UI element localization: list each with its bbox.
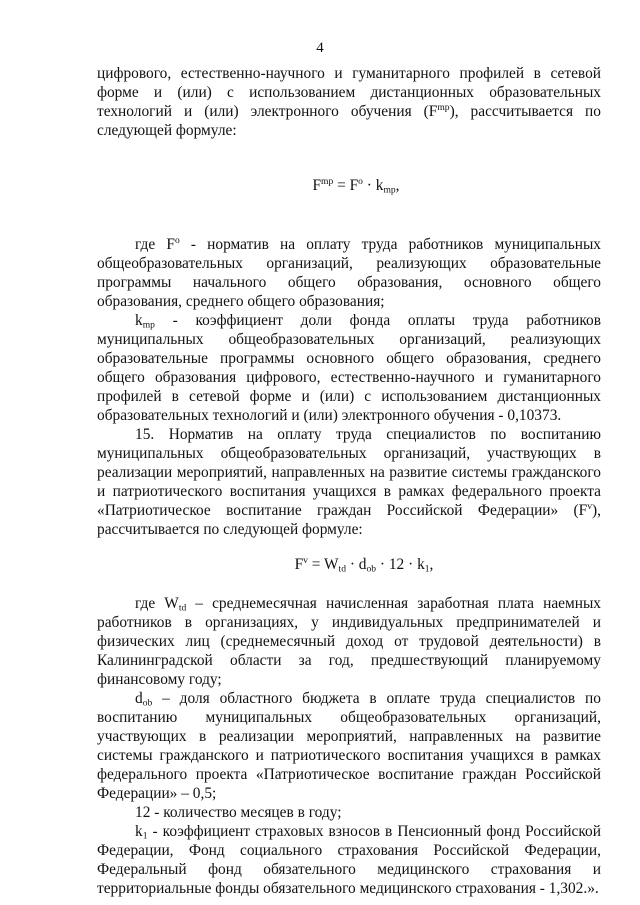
formula-fv: $F^v = W_{td} \cdot d_{ob} \cdot 12 \cdot k_1$, <box>294 555 434 575</box>
item-15-paragraph: 15. Норматив на оплату труда специалистов по воспитанию муниципальных общеобразовательных организаций, участвующих в реализации мероприятий, направленных на развитие системы гражданского и патриотического воспитания учащихся в рамках федерального проекта «Патриотическое воспитание граждан Российской Федерации» $(F^v)$, рассчитывается по следующей формуле: <box>97 426 601 538</box>
definition-kmp: $k_{mp}$ - коэффициент доли фонда оплаты труда работников муниципальных общеобразовательных организаций, реализующих образовательные программы основного общего образования, среднего общего образования цифрового, естественно-научного и гуманитарного профилей в сетевой форме и (или) с использованием дистанционных образовательных технологий и (или) электронного обучения - 0,10373. <box>97 312 601 424</box>
page-number: 4 <box>316 40 324 56</box>
formula-fmp: $F^{mp} = F^o \cdot k_{mp}$, <box>312 176 400 196</box>
definition-fo: где $F^o$ - норматив на оплату труда работников муниципальных общеобразовательных организаций, реализующих образовательные программы начального общего образования, основного общего образования, среднего общего образования; <box>97 235 601 310</box>
definition-k1: $k_1$ - коэффициент страховых взносов в Пенсионный фонд Российской Федерации, Фонд социального страхования Российской Федерации, Федеральный фонд обязательного медицинского страхования и территориальные фонды обязательного медицинского страхования - 1,302.». <box>97 823 601 897</box>
definition-12: 12 - количество месяцев в году; <box>135 804 342 821</box>
document-body <box>97 64 601 898</box>
intro-paragraph: цифрового, естественно-научного и гуманитарного профилей в сетевой форме и (или) с использованием дистанционных образовательных технологий и (или) электронного обучения $(F^{mp})$, рассчитывается по следующей формуле: <box>97 65 601 139</box>
definition-dob: $d_{ob}$ – доля областного бюджета в оплате труда специалистов по воспитанию муниципальных общеобразовательных организаций, участвующих в реализации мероприятий, направленных на развитие системы гражданского и патриотического воспитания учащихся в рамках федерального проекта «Патриотическое воспитание граждан Российской Федерации» – 0,5; <box>97 690 601 802</box>
definition-wtd: где $W_{td}$ – среднемесячная начисленная заработная плата наемных работников в организациях, у индивидуальных предпринимателей и физических лиц (среднемесячный доход от трудовой деятельности) в Калининградской области за год, предшествующий планируемому финансовому году; <box>97 595 601 688</box>
